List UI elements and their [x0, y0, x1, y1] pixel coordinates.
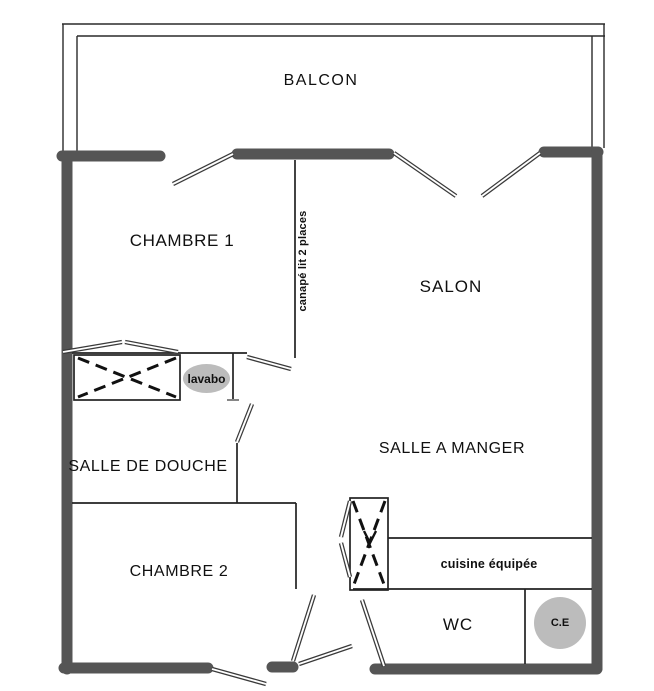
room-label-salle-de-douche: SALLE DE DOUCHE	[68, 458, 228, 475]
water-heater-label: C.E	[550, 617, 570, 629]
water-heater-fixture	[534, 597, 586, 649]
room-label-chambre-2: CHAMBRE 2	[129, 563, 229, 580]
room-label-salle-a-manger: SALLE A MANGER	[378, 440, 526, 457]
lavabo-fixture	[183, 364, 230, 393]
kitchen-cabinet	[350, 498, 388, 590]
annotation-cuisine-equipee: cuisine équipée	[440, 557, 538, 571]
exterior-walls	[62, 152, 598, 669]
annotation-canape-lit: canapé lit 2 places	[297, 210, 309, 312]
room-label-wc: WC	[442, 615, 474, 634]
room-label-salon: SALON	[419, 277, 483, 296]
room-label-balcon: BALCON	[283, 72, 359, 89]
lavabo-fixture-label: lavabo	[187, 371, 226, 386]
shower-unit	[74, 355, 180, 400]
room-label-chambre-1: CHAMBRE 1	[129, 231, 235, 250]
